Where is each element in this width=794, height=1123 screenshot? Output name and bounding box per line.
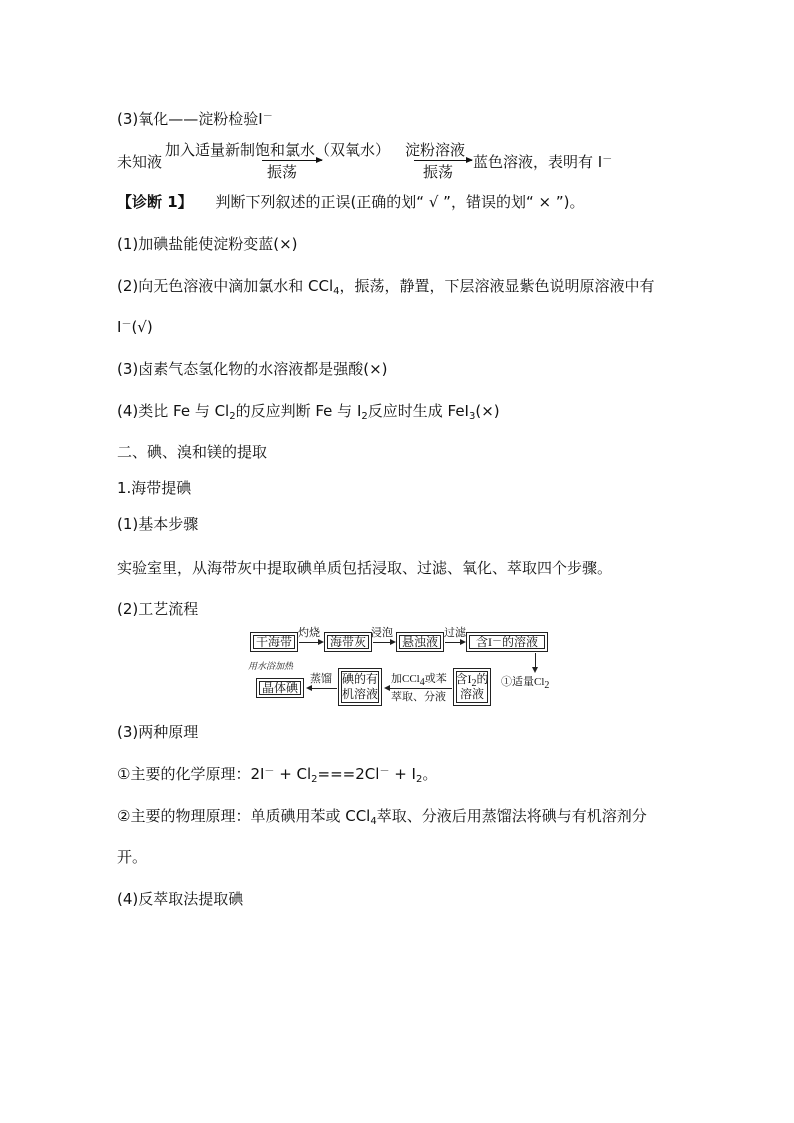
diagnosis-item-2: (2)向无色溶液中滴加氯水和 CCl$_4$，振荡，静置，下层溶液显紫色说明原溶液中有 xyxy=(117,277,655,297)
diagnosis-item-4: (4)类比 Fe 与 $Cl_2$的反应判断 Fe 与 $I_2$反应时生成 FeI$_3$(×) xyxy=(117,402,500,422)
flow-box-iodide-solution: 含I － 的溶液 xyxy=(466,632,548,652)
principle-physical: ②主要的物理原理：单质碘用苯或 CCl$_4$萃取、分液后用蒸馏法将碘与有机溶剂分 xyxy=(117,807,647,827)
flow-label-extract-reagent: 加CCl$_4$或苯 xyxy=(391,673,447,688)
flow-label-distill: 蒸馏 xyxy=(310,673,332,685)
flow-label-burn: 灼烧 xyxy=(298,627,320,639)
flow-arrowhead-2 xyxy=(390,639,396,645)
flow-label-chlorine: ①适量$Cl_2$ xyxy=(501,676,550,691)
diagnosis-1-instruction: 判断下列叙述的正误(正确的划“ √ ”，错误的划“ × ”)。 xyxy=(215,193,585,211)
flow-box-organic-iodine: 碘的有 机溶液 xyxy=(338,668,382,706)
flow-box-crystal-iodine: 晶体碘 xyxy=(256,678,304,698)
reagent-1-shake: 振荡 xyxy=(267,163,298,181)
flow-arrow-line-4 xyxy=(535,653,536,667)
reaction-result: 蓝色溶液，表明有 I－ xyxy=(473,153,613,171)
reagent-1-condition: 加入适量新制饱和氯水（双氧水） xyxy=(165,141,391,159)
diagnosis-1-heading xyxy=(117,192,584,212)
process-flow-heading: (2)工艺流程 xyxy=(117,600,199,618)
diagnosis-item-2-continued: I－(√) xyxy=(117,318,153,336)
reagent-2-condition: 淀粉溶液 xyxy=(405,141,466,159)
iodide-test-reaction xyxy=(117,139,677,179)
flow-box-iodine-solution: 含$I_2$的 溶液 xyxy=(453,668,491,706)
flow-label-soak: 浸泡 xyxy=(371,627,393,639)
reverse-extraction-heading: (4)反萃取法提取碘 xyxy=(117,890,244,908)
flow-arrow-line-2 xyxy=(373,642,390,643)
subsection-1-title: 1.海带提碘 xyxy=(117,479,192,497)
unknown-solution: 未知液 xyxy=(117,153,163,171)
flow-box-kelp-ash: 海带灰 xyxy=(324,632,372,652)
flow-arrowhead-6 xyxy=(306,685,312,691)
flow-arrowhead-1 xyxy=(318,639,324,645)
section-3-heading: (3)氧化——淀粉检验I－ xyxy=(117,110,273,128)
flow-arrowhead-3 xyxy=(460,639,466,645)
kelp-iodine-flow-diagram xyxy=(246,627,556,709)
diagnosis-item-3: (3)卤素气态氢化物的水溶液都是强酸(×) xyxy=(117,360,388,378)
reagent-2-shake: 振荡 xyxy=(423,163,454,181)
flow-arrow-line-1 xyxy=(299,642,318,643)
diagnosis-1-label: 【诊断 1】 xyxy=(117,193,193,211)
flow-arrow-line-6 xyxy=(312,688,337,689)
flow-arrowhead-5 xyxy=(384,685,390,691)
flow-box-dried-kelp: 干海带 xyxy=(250,632,298,652)
flow-label-extract-separate: 萃取、分液 xyxy=(391,691,446,703)
principle-physical-continued: 开。 xyxy=(117,848,148,866)
principle-chemical: ①主要的化学原理：$2I^- + Cl_2===2Cl^- + I_2$。 xyxy=(117,765,438,785)
basic-steps-heading: (1)基本步骤 xyxy=(117,515,199,533)
flow-arrow-line-3 xyxy=(445,642,460,643)
flow-arrowhead-4 xyxy=(532,667,538,673)
handwritten-note-water-bath: 用水浴加热 xyxy=(248,662,294,672)
principles-heading: (3)两种原理 xyxy=(117,723,199,741)
basic-steps-text: 实验室里，从海带灰中提取碘单质包括浸取、过滤、氧化、萃取四个步骤。 xyxy=(117,559,613,577)
flow-arrow-line-5 xyxy=(390,688,452,689)
diagnosis-item-1: (1)加碘盐能使淀粉变蓝(×) xyxy=(117,235,298,253)
flow-box-suspension: 悬浊液 xyxy=(396,632,444,652)
flow-label-filter: 过滤 xyxy=(444,627,466,639)
section-2-title: 二、碘、溴和镁的提取 xyxy=(117,443,268,461)
